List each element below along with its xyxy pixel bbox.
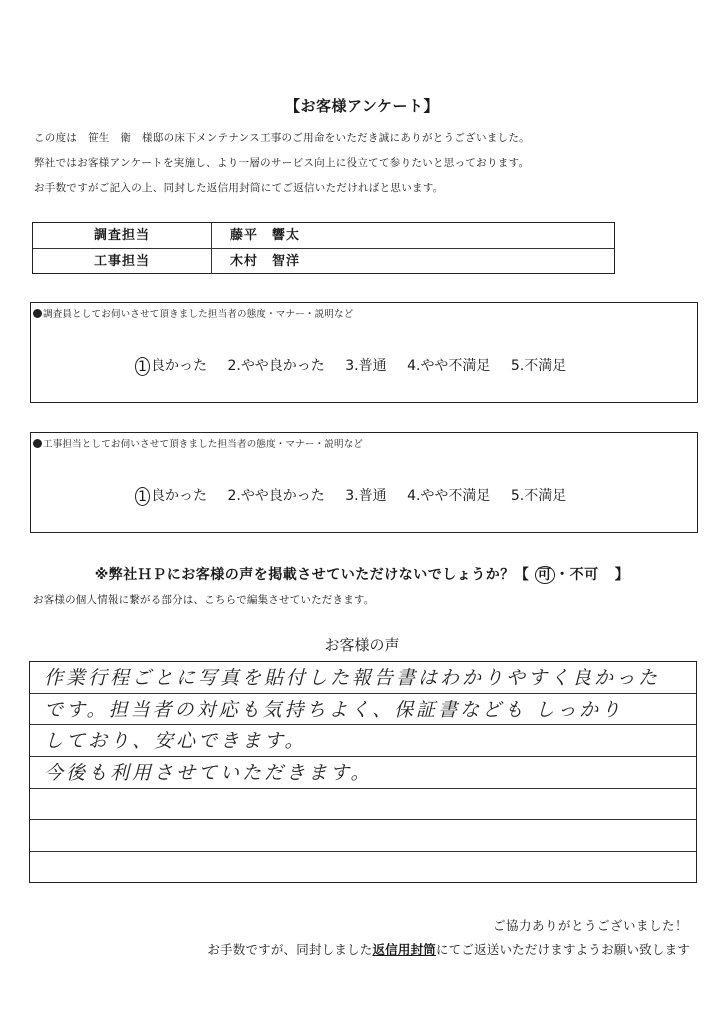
bullet-icon xyxy=(33,309,42,318)
hp-choice-yes[interactable]: 可 xyxy=(535,566,556,584)
return-envelope-emphasis: 返信用封筒 xyxy=(372,942,436,957)
rating-option-5[interactable]: 5.不満足 xyxy=(510,358,567,374)
survey-box-surveyor xyxy=(30,302,698,403)
selected-circle: 1 xyxy=(135,487,150,506)
rating-option-2[interactable]: 2.やや良かった xyxy=(227,488,325,504)
voice-section-title: お客様の声 xyxy=(324,636,400,654)
selected-circle: 1 xyxy=(135,357,150,376)
intro-line-2: 弊社ではお客様アンケートを実施し、より一層のサービス向上に役立てて参りたいと思っております。 xyxy=(34,157,530,169)
voice-line-3: しており、安心できます。 xyxy=(30,725,696,757)
staff-row-construction xyxy=(33,248,614,274)
privacy-note: お客様の個人情報に繋がる部分は、こちらで編集させていただきます。 xyxy=(33,594,375,606)
rating-option-3[interactable]: 3.普通 xyxy=(345,488,387,504)
voice-line-7 xyxy=(30,852,696,884)
staff-label: 工事担当 xyxy=(33,249,212,274)
voice-line-4: 今後も利用させていただきます。 xyxy=(30,757,696,789)
rating-option-3[interactable]: 3.普通 xyxy=(345,358,387,374)
survey-question: 工事担当としてお伺いさせて頂きました担当者の態度・マナー・説明など xyxy=(33,436,363,450)
rating-option-4[interactable]: 4.やや不満足 xyxy=(407,488,491,504)
survey-question: 調査員としてお伺いさせて頂きました担当者の態度・マナー・説明など xyxy=(33,306,353,320)
staff-label: 調査担当 xyxy=(33,223,212,248)
rating-options xyxy=(135,355,582,375)
voice-line-6 xyxy=(30,820,696,852)
rating-option-1[interactable]: 1 良かった xyxy=(135,488,207,504)
voice-line-1: 作業行程ごとに写真を貼付した報告書はわかりやすく良かった xyxy=(30,662,696,694)
intro-line-3: お手数ですがご記入の上、同封した返信用封筒にてご返信いただければと思います。 xyxy=(34,182,444,194)
rating-option-2[interactable]: 2.やや良かった xyxy=(227,358,325,374)
thank-you-message: ご協力ありがとうございました！ xyxy=(492,918,688,933)
survey-title: 【お客様アンケート】 xyxy=(284,97,440,115)
staff-table xyxy=(32,222,615,274)
rating-options xyxy=(135,485,582,505)
bullet-icon xyxy=(33,439,42,448)
hp-choice-no[interactable]: 不可 xyxy=(569,567,599,583)
rating-option-4[interactable]: 4.やや不満足 xyxy=(407,358,491,374)
rating-option-1[interactable]: 1 良かった xyxy=(135,358,207,374)
staff-value: 藤平 響太 xyxy=(230,228,301,243)
survey-box-construction xyxy=(30,432,698,533)
voice-line-5 xyxy=(30,789,696,821)
rating-option-5[interactable]: 5.不満足 xyxy=(510,488,567,504)
customer-voice-box[interactable] xyxy=(29,661,697,883)
closing-request: お手数ですが、同封しました返信用封筒にてご返送いただけますようお願い致します xyxy=(207,942,690,957)
intro-line-1: この度は 笹生 衛 様邸の床下メンテナンス工事のご用命をいただき誠にありがとうございました。 xyxy=(34,132,530,144)
hp-permission-question: ※弊社ＨＰにお客様の声を掲載させていただけないでしょうか？【 可 ・不可 】 xyxy=(94,567,630,583)
staff-row-survey xyxy=(33,223,614,248)
voice-line-2: です。担当者の対応も気持ちよく、保証書なども しっかり xyxy=(30,694,696,726)
staff-value: 木村 智洋 xyxy=(230,254,301,269)
